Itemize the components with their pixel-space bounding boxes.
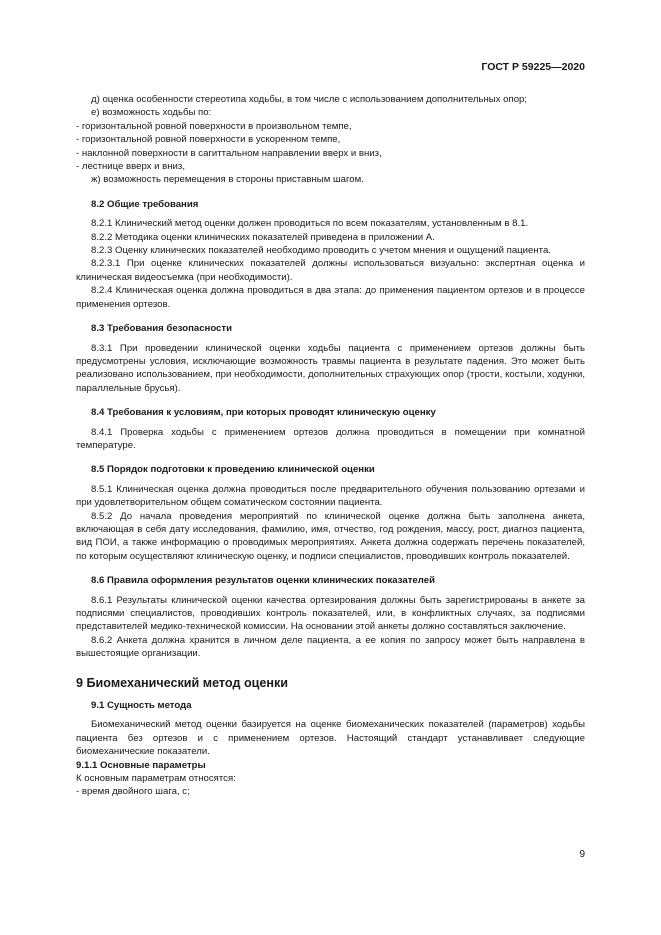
- paragraph: К основным параметрам относятся:: [76, 773, 236, 785]
- paragraph: 8.2.2 Методика оценки клинических показателей приведена в приложении А.: [91, 231, 435, 243]
- section-heading-8-4: 8.4 Требования к условиям, при которых проводят клиническую оценку: [91, 407, 436, 419]
- document-body: [76, 93, 585, 799]
- list-item: д) оценка особенности стереотипа ходьбы, в том числе с использованием дополнительных опор;: [91, 94, 528, 105]
- list-item: - горизонтальной ровной поверхности в ускоренном темпе,: [76, 134, 341, 146]
- section-heading-8-2: 8.2 Общие требования: [91, 198, 199, 210]
- section-heading-9: 9 Биомеханический метод оценки: [76, 675, 289, 690]
- section-heading-8-5: 8.5 Порядок подготовки к проведению клинической оценки: [91, 464, 375, 476]
- section-heading-9-1: 9.1 Сущность метода: [91, 700, 192, 712]
- list-item: е) возможность ходьбы по:: [91, 107, 212, 119]
- list-item: - лестнице вверх и вниз,: [76, 161, 185, 173]
- paragraph: 8.6.2 Анкета должна хранится в личном деле пациента, а ее копия по запросу может быть направлена в вышестоящие организации.: [76, 634, 585, 660]
- paragraph: 8.4.1 Проверка ходьбы с применением ортезов должна проводиться в помещении при комнатной температуре.: [76, 426, 585, 451]
- list-item: - время двойного шага, с;: [76, 786, 190, 798]
- list-item: - горизонтальной ровной поверхности в произвольном темпе,: [76, 120, 352, 132]
- page-number: 9: [579, 849, 585, 860]
- section-heading-8-3: 8.3 Требования безопасности: [91, 323, 232, 335]
- paragraph: 8.5.1 Клиническая оценка должна проводиться после предварительного обучения пользованию ортезами и при удовлетворительном общем соматическом состоянии пациента.: [76, 483, 585, 509]
- paragraph: 8.2.3.1 При оценке клинических показателей должны использоваться визуально: экспертная оценка и клиническая видеосъемка (при необходимости).: [76, 258, 585, 283]
- paragraph: 8.2.4 Клиническая оценка должна проводиться в два этапа: до применения пациентом ортезов и в процессе применения ортезов.: [76, 285, 585, 310]
- paragraph: Биомеханический метод оценки базируется на оценке биомеханических показателей (параметров) ходьбы пациента без ортезов и с применением ортезов. Настоящий стандарт устанавливает следующие биомеханические показатели.: [76, 719, 585, 758]
- paragraph: 8.3.1 При проведении клинической оценки ходьбы пациента с применением ортезов должны быть предусмотрены условия, исключающие возможность травмы пациента в результате падения. Это может быть реализовано использованием, при необходимости, дополнительных страхующих опор (трости, костыли, ходунки, параллельные брусья).: [76, 342, 585, 394]
- paragraph: 8.2.1 Клинический метод оценки должен проводиться по всем показателям, установленным в 8.1.: [91, 218, 529, 230]
- paragraph: 8.5.2 До начала проведения мероприятий по клинической оценке должна быть заполнена анкета, включающая в себя дату исследования, фамилию, имя, отчество, год рождения, массу, рост, диагноз пациента, вид ПОИ, а также информацию о проводимых мероприятиях. Анкета должна содержать перечень показателей, по которым осуществляют клиническую оценку, и подписи специалистов, проводивших контроль показателей.: [76, 510, 585, 562]
- section-heading-8-6: 8.6 Правила оформления результатов оценки клинических показателей: [91, 575, 435, 587]
- list-item: - наклонной поверхности в сагиттальном направлении вверх и вниз,: [76, 147, 382, 159]
- paragraph: 8.2.3 Оценку клинических показателей необходимо проводить с учетом мнения и ощущений пациента.: [91, 245, 551, 257]
- section-heading-9-1-1: 9.1.1 Основные параметры: [76, 759, 206, 771]
- list-item: ж) возможность перемещения в стороны приставным шагом.: [91, 174, 364, 186]
- document-id-header: ГОСТ Р 59225—2020: [481, 61, 585, 73]
- paragraph: 8.6.1 Результаты клинической оценки качества ортезирования должны быть зарегистрированы в анкете за подписями специалистов, проводивших контроль показателей, или, в конфликтных случаях, за подписями представителей медико-технической комиссии. На основании этой анкеты должно составляться заключение.: [76, 594, 585, 633]
